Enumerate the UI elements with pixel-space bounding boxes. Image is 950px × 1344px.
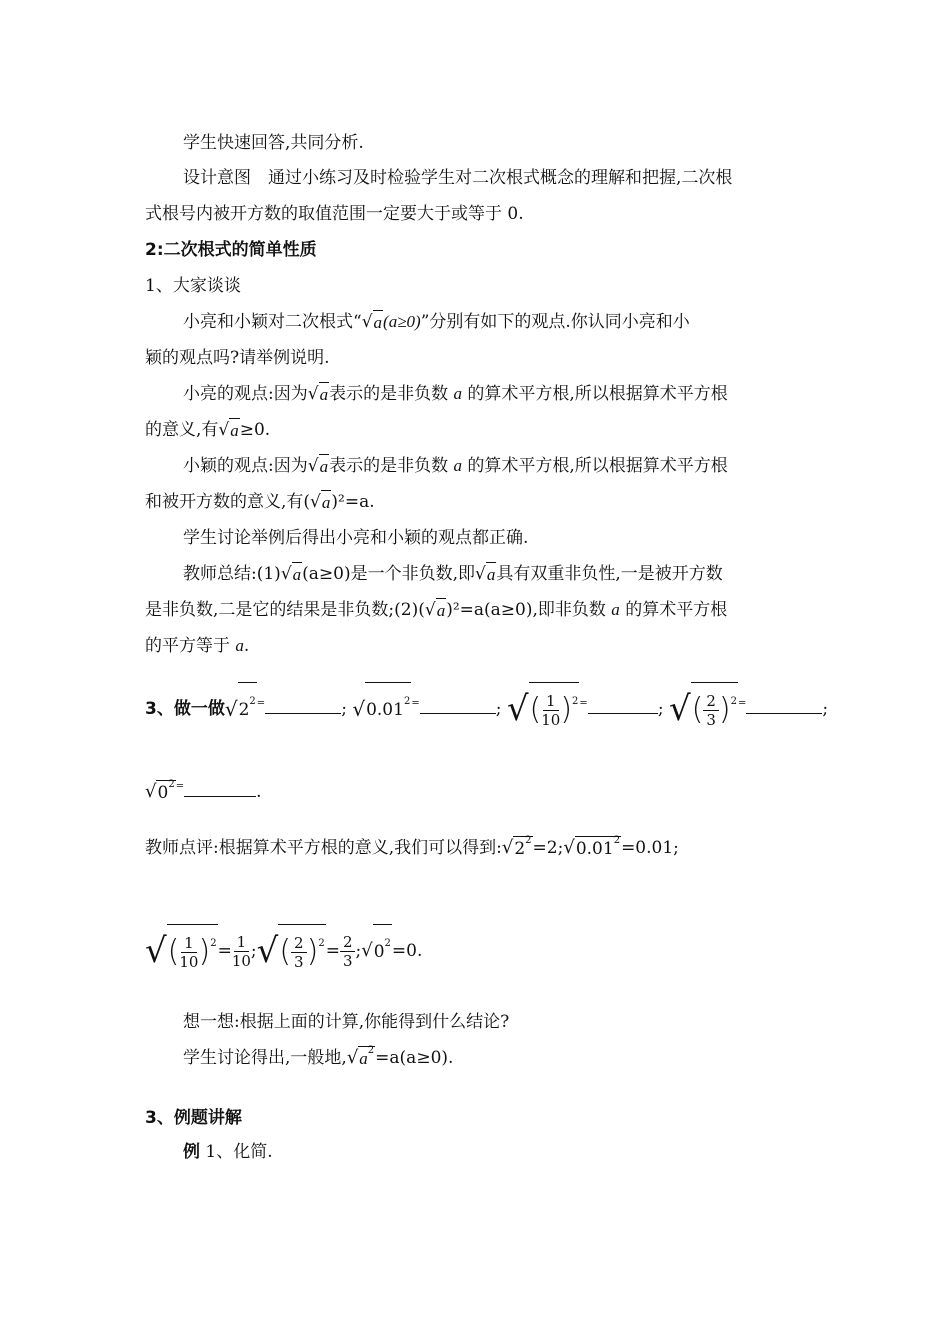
sqrt-a: √ a [425,598,446,623]
para-views-2: 颖的观点吗?请举例说明. [145,348,330,368]
text: 教师点评:根据算术平方根的意义,我们可以得到: [145,838,502,858]
exercise-row-2 [145,778,261,807]
para-students-agree: 学生讨论举例后得出小亮和小颖的观点都正确. [183,528,529,548]
text: =2; [532,838,564,858]
text: = [175,781,185,792]
text: . [256,782,262,802]
text: 是非负数,二是它的结果是非负数;(2)( [145,600,425,620]
para-design-intent-2: 式根号内被开方数的取值范围一定要大于或等于 0. [145,204,524,224]
text: (a≥0) [383,312,421,331]
answers-row [145,924,422,979]
answer-blank-2[interactable] [420,695,496,714]
para-xiaoliang-2 [145,418,270,443]
text: = [256,698,266,709]
text: = [737,698,747,709]
text: )²=a(a≥0),即非负数 [446,600,606,620]
text: 的算术平方根,所以根据算术平方根 [467,384,728,404]
sqrt-one-tenth-squared: √ ( $\frac{1}{10}$ ) 2 [145,924,218,979]
text: 和被开方数的意义,有( [145,492,311,512]
para-teacher-summary-3 [145,634,249,658]
text: ; [822,699,829,719]
text: = [579,698,588,709]
example-label: 例 [183,1142,200,1162]
fraction-two-thirds: $\frac{2}{3}$ [340,933,356,970]
sqrt-001-squared: √ 0.01 2 [563,835,621,859]
para-design-intent-1: 设计意图 通过小练习及时检验学生对二次根式概念的理解和把握,二次根 [183,168,733,188]
para-quick-answer: 学生快速回答,共同分析. [183,133,364,153]
text: =0. [391,941,423,961]
para-teacher-summary-1 [183,562,723,587]
text: (a≥0)是一个非负数,即 [302,564,476,584]
para-xiaoying-2 [145,490,375,515]
text: 1、化简. [200,1142,273,1162]
text: ”分别有如下的观点.你认同小亮和小 [420,312,690,332]
text: 小颖的观点:因为 [183,456,308,476]
sqrt-a: √ a [475,562,496,587]
text: 小亮和小颖对二次根式“ [183,312,362,332]
text: =0.01; [621,838,679,858]
sqrt-zero-squared: √ 0 2 [361,924,392,979]
example-1 [183,1140,273,1164]
section-heading-properties: 2:二次根式的简单性质 [145,240,317,260]
text: ; [250,941,257,961]
sqrt-two-thirds-squared: √ ( $\frac{2}{3}$ ) 2 [257,924,326,979]
sqrt-two-squared: √ 2 2 [225,682,257,737]
text: =a(a≥0). [375,1048,454,1068]
fraction-one-tenth: $\frac{1}{10}$ [231,933,251,970]
text: 的算术平方根,所以根据算术平方根 [467,456,728,476]
answer-blank-4[interactable] [746,695,822,714]
text: . [243,636,250,656]
sqrt-a: √ a [281,562,302,587]
sqrt-a: √ a [310,490,331,515]
para-teacher-summary-2 [145,598,727,623]
sqrt-one-tenth-squared: √ ( $\frac{1}{10}$ ) 2 [507,682,580,737]
text: 表示的是非负数 [329,456,449,476]
text: 的算术平方根 [625,600,728,620]
sqrt-two-thirds-squared: √ ( $\frac{2}{3}$ ) 2 [669,682,738,737]
text: a [611,600,620,619]
text: 具有双重非负性,一是被开方数 [496,564,723,584]
text: 小亮的观点:因为 [183,384,308,404]
text: ≥0. [239,420,271,440]
para-think: 想一想:根据上面的计算,你能得到什么结论? [183,1012,510,1032]
answer-blank-3[interactable] [588,695,658,714]
para-conclusion [183,1046,453,1071]
text: 的意义,有 [145,420,219,440]
text: )²=a. [331,492,375,512]
subsection-discuss: 1、大家谈谈 [145,276,241,296]
sqrt-two-squared: √ 2 2 [501,835,532,859]
text: ; [355,941,362,961]
text: a [453,456,462,475]
text: a [235,636,244,655]
para-views-1 [183,310,690,335]
answer-blank-5[interactable] [184,778,256,797]
sqrt-a: √ a [362,310,383,335]
sqrt-a: √ a [308,454,329,479]
sqrt-001-squared: √ 0.01 2 [352,682,411,737]
teacher-comment [145,836,679,861]
answer-blank-1[interactable] [265,695,341,714]
text: = [411,698,420,709]
sqrt-a: √ a [308,382,329,407]
text: ; [341,699,347,719]
sqrt-zero-squared: √ 0 2 [145,779,175,803]
text: 教师总结:(1) [183,564,281,584]
para-xiaoying-1 [183,454,728,479]
text: = [217,941,232,961]
section-heading-examples: 3、例题讲解 [145,1108,242,1128]
sqrt-a-squared: √ a 2 [347,1046,375,1071]
para-xiaoliang-1 [183,382,728,407]
exercise-heading: 3、做一做 [145,699,225,719]
exercise-row-1 [145,682,828,739]
text: ; [495,699,502,719]
text: ; [657,699,664,719]
text: = [325,941,340,961]
text: 表示的是非负数 [329,384,449,404]
text: 学生讨论得出,一般地, [183,1048,347,1068]
sqrt-a: √ a [218,418,239,443]
text: a [453,384,462,403]
text: 的平方等于 [145,636,230,656]
